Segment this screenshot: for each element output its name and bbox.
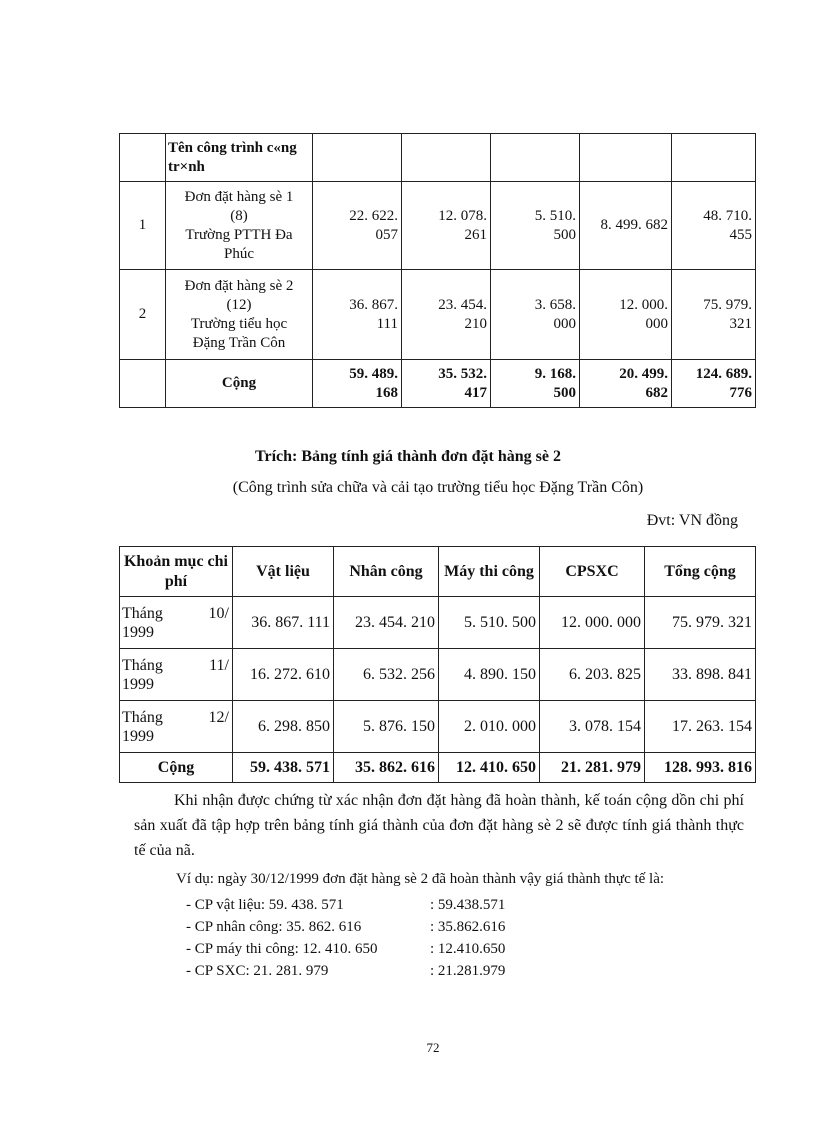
name-line: Trường PTTH Đa xyxy=(185,226,293,243)
summary-table xyxy=(119,133,756,408)
column-header-name: Tên công trình c«ng tr×nh xyxy=(166,134,313,182)
row-name xyxy=(166,270,313,360)
name-line: Đặng Trần Côn xyxy=(192,334,286,351)
page-number: 72 xyxy=(426,1040,440,1055)
value-line: 261 xyxy=(464,226,487,243)
value-cell: 2. 010. 000 xyxy=(439,701,540,753)
value-cell: 6. 298. 850 xyxy=(233,701,334,753)
value-line: 35. 532. xyxy=(438,365,487,382)
table-header-row xyxy=(120,134,756,182)
value-cell: 23. 454. 210 xyxy=(334,597,439,649)
value-cell: 12. 000. 000 xyxy=(540,597,645,649)
table-cell xyxy=(491,134,580,182)
value-line: 500 xyxy=(553,226,576,243)
value-cell: 17. 263. 154 xyxy=(645,701,756,753)
table-cell xyxy=(402,134,491,182)
value-cell xyxy=(491,270,580,360)
month-cell xyxy=(120,597,233,649)
table-cell xyxy=(120,134,166,182)
unit-label: Đvt: VN đồng xyxy=(646,512,738,529)
month-number: 11/ xyxy=(209,656,229,674)
value-line: 59. 489. xyxy=(349,365,398,382)
total-cell xyxy=(580,360,672,408)
total-cell xyxy=(491,360,580,408)
total-label: Cộng xyxy=(120,753,233,783)
value-line: 321 xyxy=(729,315,752,332)
value-cell xyxy=(580,182,672,270)
value-line: 9. 168. xyxy=(534,365,576,382)
value-cell xyxy=(672,270,756,360)
value-line: 48. 710. xyxy=(703,207,752,224)
value-cell xyxy=(672,182,756,270)
value-line: 500 xyxy=(553,384,576,401)
table-cell xyxy=(313,134,402,182)
column-header: Nhân công xyxy=(334,547,439,597)
value-line: 000 xyxy=(553,315,576,332)
column-header: CPSXC xyxy=(540,547,645,597)
column-header: Khoản mục chi phí xyxy=(120,547,233,597)
value-line: 20. 499. xyxy=(619,365,668,382)
value-cell xyxy=(580,270,672,360)
name-line: Đơn đặt hàng sè 1 xyxy=(184,188,294,205)
list-item xyxy=(186,938,505,960)
value-cell: 36. 867. 111 xyxy=(233,597,334,649)
name-line: Trường tiểu học xyxy=(190,315,288,332)
table-row xyxy=(120,182,756,270)
value-cell: 3. 078. 154 xyxy=(540,701,645,753)
item-value: : 21.281.979 xyxy=(430,963,506,979)
table-title: Trích: Bảng tính giá thành đơn đặt hàng sè 2 xyxy=(255,448,561,465)
value-line: 12. 078. xyxy=(438,207,487,224)
name-line: (12) xyxy=(226,296,252,313)
table-cell xyxy=(580,134,672,182)
value-line: 417 xyxy=(464,384,487,401)
column-header: Tổng cộng xyxy=(645,547,756,597)
value-line: 210 xyxy=(464,315,487,332)
item-label: - CP máy thi công: 12. 410. 650 xyxy=(186,941,378,957)
value-cell: 33. 898. 841 xyxy=(645,649,756,701)
column-header: Vật liệu xyxy=(233,547,334,597)
list-item xyxy=(186,916,505,938)
value-cell: 16. 272. 610 xyxy=(233,649,334,701)
table-cell xyxy=(120,360,166,408)
month-year: 1999 xyxy=(122,623,154,641)
cost-list xyxy=(186,894,505,982)
value-cell: 75. 979. 321 xyxy=(645,597,756,649)
value-cell: 6. 532. 256 xyxy=(334,649,439,701)
item-label: - CP vật liệu: 59. 438. 571 xyxy=(186,897,344,913)
row-name xyxy=(166,182,313,270)
value-cell xyxy=(313,270,402,360)
total-cell xyxy=(402,360,491,408)
table-cell xyxy=(672,134,756,182)
month-cell xyxy=(120,701,233,753)
month-label: Tháng xyxy=(122,656,163,674)
month-label: Tháng xyxy=(122,604,163,622)
value-line: 682 xyxy=(645,384,668,401)
item-value: : 59.438.571 xyxy=(430,897,506,913)
total-cell: 21. 281. 979 xyxy=(540,753,645,783)
column-header: Máy thi công xyxy=(439,547,540,597)
paragraph-text: Khi nhận được chứng từ xác nhận đơn đặt hàng đã hoàn thành, kế toán cộng dồn chi phí sản xuất đã tập hợp trên bảng tính giá thành của đơn đặt hàng sè 2 sẽ được tính giá thành thực tế của nã. xyxy=(134,792,744,859)
example-line: Ví dụ: ngày 30/12/1999 đơn đặt hàng sè 2 đã hoàn thành vậy giá thành thực tế là: xyxy=(176,871,665,887)
total-cell: 128. 993. 816 xyxy=(645,753,756,783)
value-cell: 5. 876. 150 xyxy=(334,701,439,753)
value-line: 124. 689. xyxy=(695,365,752,382)
total-cell xyxy=(672,360,756,408)
month-label: Tháng xyxy=(122,708,163,726)
value-line: 75. 979. xyxy=(703,296,752,313)
total-row xyxy=(120,360,756,408)
month-year: 1999 xyxy=(122,675,154,693)
month-number: 10/ xyxy=(208,604,229,622)
value-line: 5. 510. xyxy=(534,207,576,224)
row-number: 2 xyxy=(120,270,166,360)
table-subtitle: (Công trình sửa chữa và cải tạo trường tiểu học Đặng Trần Côn) xyxy=(232,479,644,496)
value-line: 776 xyxy=(729,384,752,401)
value-line: 111 xyxy=(376,315,398,332)
value-line: 168 xyxy=(375,384,398,401)
month-year: 1999 xyxy=(122,727,154,745)
month-cell xyxy=(120,649,233,701)
month-number: 12/ xyxy=(208,708,229,726)
value-cell xyxy=(491,182,580,270)
table-row xyxy=(120,649,756,701)
total-cell: 12. 410. 650 xyxy=(439,753,540,783)
body-paragraph xyxy=(134,788,744,863)
table-row xyxy=(120,701,756,753)
item-label: - CP nhân công: 35. 862. 616 xyxy=(186,919,362,935)
cost-table xyxy=(119,546,756,783)
value-line: 455 xyxy=(729,226,752,243)
total-row xyxy=(120,753,756,783)
total-cell: 59. 438. 571 xyxy=(233,753,334,783)
value-cell: 6. 203. 825 xyxy=(540,649,645,701)
value-line: 8. 499. 682 xyxy=(600,217,668,233)
value-cell xyxy=(402,270,491,360)
name-line: Phúc xyxy=(224,245,254,262)
value-line: 3. 658. xyxy=(534,296,576,313)
item-label: - CP SXC: 21. 281. 979 xyxy=(186,963,329,979)
table-row xyxy=(120,597,756,649)
value-cell: 5. 510. 500 xyxy=(439,597,540,649)
list-item xyxy=(186,894,505,916)
value-line: 000 xyxy=(645,315,668,332)
value-cell xyxy=(313,182,402,270)
row-number: 1 xyxy=(120,182,166,270)
table-row xyxy=(120,270,756,360)
total-label: Cộng xyxy=(166,360,313,408)
value-line: 36. 867. xyxy=(349,296,398,313)
item-value: : 35.862.616 xyxy=(430,919,506,935)
value-line: 057 xyxy=(375,226,398,243)
total-cell: 35. 862. 616 xyxy=(334,753,439,783)
value-line: 23. 454. xyxy=(438,296,487,313)
name-line: (8) xyxy=(230,207,248,224)
table-header-row xyxy=(120,547,756,597)
name-line: Đơn đặt hàng sè 2 xyxy=(184,277,294,294)
item-value: : 12.410.650 xyxy=(430,941,506,957)
total-cell xyxy=(313,360,402,408)
value-line: 12. 000. xyxy=(619,296,668,313)
value-cell: 4. 890. 150 xyxy=(439,649,540,701)
value-cell xyxy=(402,182,491,270)
list-item xyxy=(186,960,505,982)
value-line: 22. 622. xyxy=(349,207,398,224)
